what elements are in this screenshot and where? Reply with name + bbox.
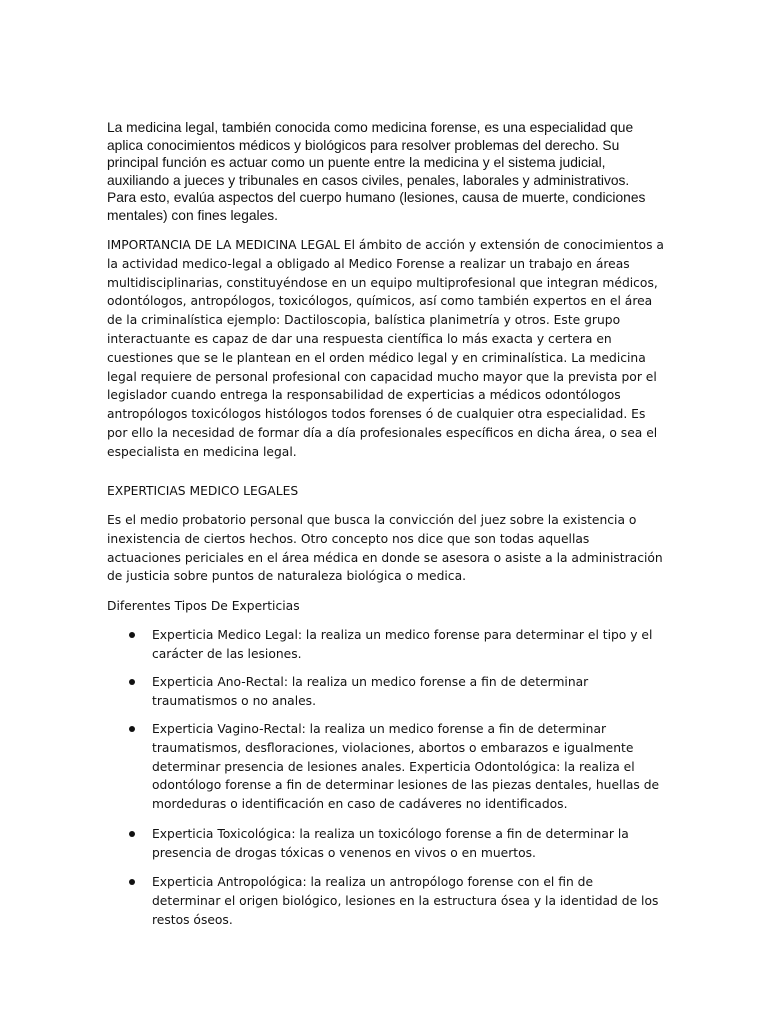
list-item-text: Experticia Medico Legal: la realiza un medico forense para determinar el tipo y el carácter de las lesiones. (152, 628, 653, 661)
experticias-paragraph: Es el medio probatorio personal que busca la convicción del juez sobre la existencia o inexistencia de ciertos hechos. Otro concepto nos dice que son todas aquellas actuaciones periciales en el área médica en donde se asesora o asiste a la administración de justicia sobre puntos de naturaleza biológica o medica. (107, 513, 663, 584)
bullet-icon (129, 679, 135, 685)
bullet-icon (129, 726, 135, 732)
intro-paragraph: La medicina legal, también conocida como medicina forense, es una especialidad que aplica conocimientos médicos y biológicos para resolver problemas del derecho. Su principal función es actuar como un puente entre la medicina y el sistema judicial, auxiliando a jueces y tribunales en casos civiles, penales, laborales y administrativos. Para esto, evalúa aspectos del cuerpo humano (lesiones, causa de muerte, condiciones mentales) con fines legales. (107, 120, 646, 223)
bullet-icon (129, 632, 135, 638)
list-item (152, 873, 662, 929)
list-item (152, 720, 662, 814)
list-item (152, 626, 662, 664)
experticias-heading: EXPERTICIAS MEDICO LEGALES (107, 484, 299, 498)
list-item-text: Experticia Ano-Rectal: la realiza un medico forense a fin de determinar traumatismos o no anales. (152, 675, 589, 708)
bullet-icon (129, 879, 135, 885)
bullet-icon (129, 831, 135, 837)
list-item-text: Experticia Vagino-Rectal: la realiza un medico forense a fin de determinar traumatismos, desfloraciones, violaciones, abortos o embarazos e igualmente determinar presencia de lesiones anales. Experticia Odontológica: la realiza el odontólogo forense a fin de determinar lesiones de las piezas dentales, huellas de mordeduras o identificación en caso de cadáveres no identificados. (152, 722, 660, 812)
list-item-text: Experticia Toxicológica: la realiza un toxicólogo forense a fin de determinar la presencia de drogas tóxicas o venenos en vivos o en muertos. (152, 827, 629, 860)
list-item-text: Experticia Antropológica: la realiza un antropólogo forense con el fin de determinar el origen biológico, lesiones en la estructura ósea y la identidad de los restos óseos. (152, 875, 659, 927)
importancia-paragraph: IMPORTANCIA DE LA MEDICINA LEGAL El ámbito de acción y extensión de conocimientos a la actividad medico-legal a obligado al Medico Forense a realizar un trabajo en áreas multidisciplinarias, constituyéndose en un equipo multiprofesional que integran médicos, odontólogos, antropólogos, toxicólogos, químicos, así como también expertos en el área de la criminalística ejemplo: Dactiloscopia, balística planimetría y otros. Este grupo interactuante es capaz de dar una respuesta científica lo más exacta y certera en cuestiones que se le plantean en el orden médico legal y en criminalística. La medicina legal requiere de personal profesional con capacidad mucho mayor que la prevista por el legislador cuando entrega la responsabilidad de experticias a médicos odontólogos antropólogos toxicólogos histólogos todos forenses ó de cualquier otra especialidad. Es por ello la necesidad de formar día a día profesionales específicos en dicha área, o sea el especialista en medicina legal. (107, 238, 664, 459)
list-item (152, 673, 662, 711)
list-item (152, 825, 662, 863)
tipos-heading: Diferentes Tipos De Experticias (107, 599, 300, 613)
